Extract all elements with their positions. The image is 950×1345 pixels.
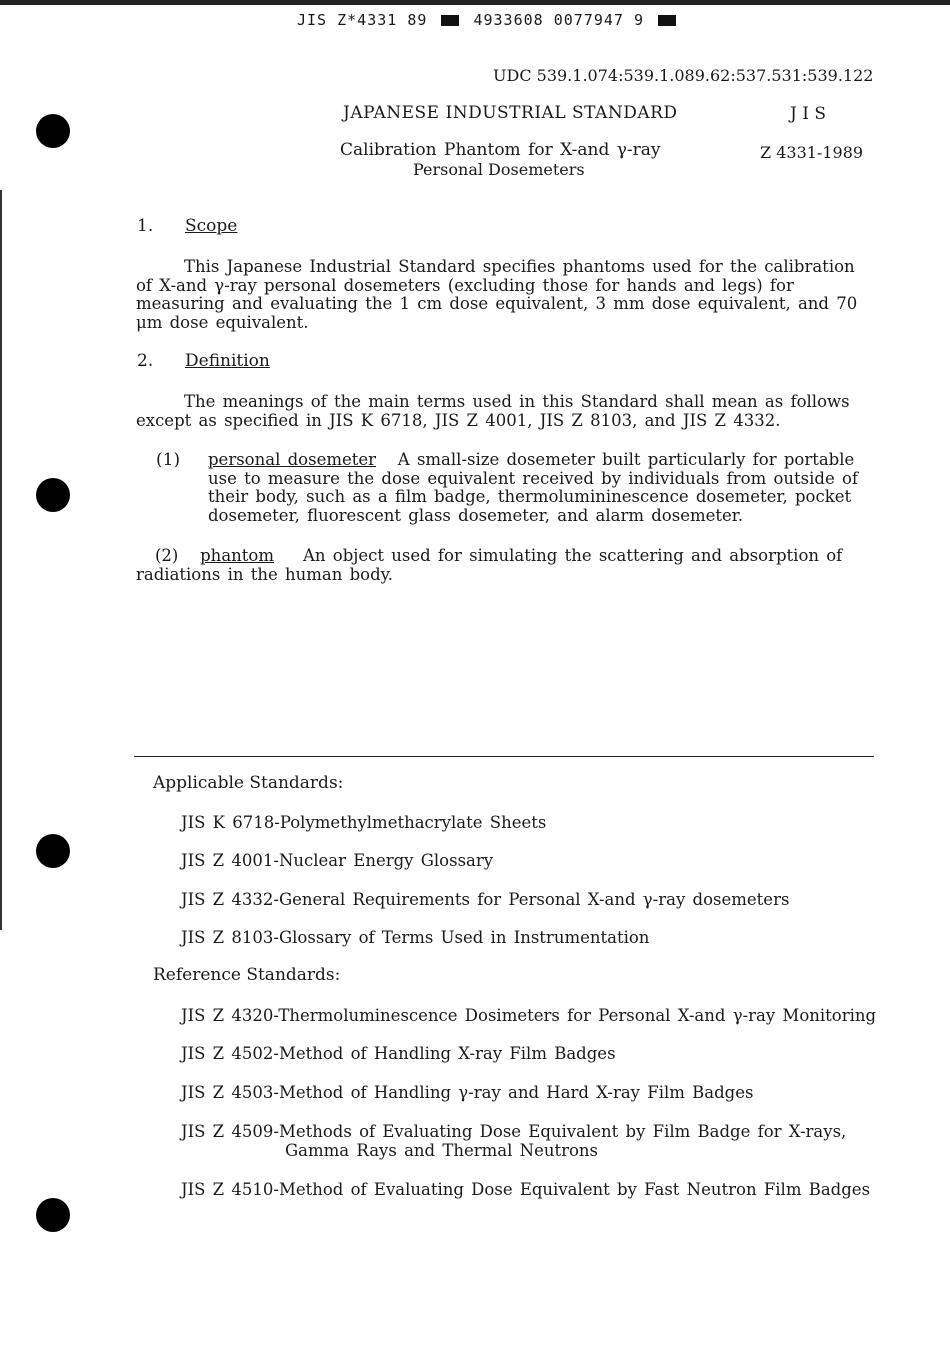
item-1-line: use to measure the dose equivalent received by individuals from outside of bbox=[208, 468, 859, 488]
reference-item: JIS Z 4502-Method of Handling X-ray Film Badges bbox=[181, 1044, 616, 1063]
binder-hole-3 bbox=[36, 834, 70, 868]
scope-line: μm dose equivalent. bbox=[136, 312, 309, 332]
binder-hole-4 bbox=[36, 1198, 70, 1232]
item-2-line: radiations in the human body. bbox=[136, 564, 394, 584]
definition-heading: Definition bbox=[185, 351, 270, 371]
definition-intro bbox=[136, 393, 850, 430]
definition-intro-line: except as specified in JIS K 6718, JIS Z 4001, JIS Z 8103, and JIS Z 4332. bbox=[136, 410, 781, 430]
term-phantom: phantom bbox=[200, 546, 274, 565]
jis-label: J I S bbox=[790, 104, 826, 124]
scope-line: measuring and evaluating the 1 cm dose equivalent, 3 mm dose equivalent, and 70 bbox=[136, 294, 858, 313]
scan-left-edge bbox=[0, 190, 2, 930]
reference-heading: Reference Standards: bbox=[153, 965, 341, 985]
applicable-heading: Applicable Standards: bbox=[153, 773, 344, 793]
applicable-item: JIS Z 4332-General Requirements for Personal X-and γ-ray dosemeters bbox=[181, 890, 790, 909]
binder-hole-1 bbox=[36, 114, 70, 148]
catalog-code-right: 4933608 0077947 9 bbox=[473, 11, 644, 29]
reference-item: JIS Z 4510-Method of Evaluating Dose Equivalent by Fast Neutron Film Badges bbox=[181, 1180, 871, 1199]
scope-line: This Japanese Industrial Standard specifies phantoms used for the calibration bbox=[184, 257, 855, 276]
udc-number: UDC 539.1.074:539.1.089.62:537.531:539.122 bbox=[493, 66, 874, 85]
item-1-body bbox=[208, 451, 858, 525]
scope-paragraph bbox=[136, 258, 857, 332]
applicable-item: JIS Z 8103-Glossary of Terms Used in Instrumentation bbox=[181, 928, 650, 947]
scope-line: of X-and γ-ray personal dosemeters (excluding those for hands and legs) for bbox=[136, 275, 794, 295]
item-1-first-text: A small-size dosemeter built particularly for portable bbox=[397, 450, 855, 469]
item-2-number: (2) bbox=[155, 546, 179, 565]
catalog-code-left: JIS Z*4331 89 bbox=[297, 11, 428, 29]
item-2-first-text: An object used for simulating the scattering and absorption of bbox=[302, 546, 843, 565]
reference-item: JIS Z 4503-Method of Handling γ-ray and Hard X-ray Film Badges bbox=[181, 1083, 754, 1102]
definition-number: 2. bbox=[137, 351, 154, 371]
standard-number: Z 4331-1989 bbox=[760, 143, 864, 162]
title-line-1: Calibration Phantom for X-and γ-ray bbox=[340, 140, 661, 160]
catalog-code bbox=[297, 11, 680, 29]
binder-hole-2 bbox=[36, 478, 70, 512]
barcode-block-icon bbox=[658, 15, 676, 26]
standard-type: JAPANESE INDUSTRIAL STANDARD bbox=[343, 103, 678, 123]
applicable-item: JIS K 6718-Polymethylmethacrylate Sheets bbox=[181, 813, 547, 832]
definition-intro-line: The meanings of the main terms used in this Standard shall mean as follows bbox=[184, 392, 850, 411]
item-1-first-line bbox=[208, 451, 858, 470]
item-1-line: their body, such as a film badge, thermolumininescence dosemeter, pocket bbox=[208, 487, 852, 506]
title-line-2: Personal Dosemeters bbox=[413, 160, 585, 179]
barcode-block-icon bbox=[441, 15, 459, 26]
reference-item: JIS Z 4320-Thermoluminescence Dosimeters for Personal X-and γ-ray Monitoring bbox=[181, 1006, 877, 1025]
reference-item: JIS Z 4509-Methods of Evaluating Dose Equivalent by Film Badge for X-rays, bbox=[181, 1122, 847, 1141]
scope-number: 1. bbox=[137, 216, 154, 236]
item-2-first-line bbox=[136, 547, 842, 566]
item-1-line: dosemeter, fluorescent glass dosemeter, and alarm dosemeter. bbox=[208, 505, 744, 525]
item-2-body bbox=[136, 547, 842, 584]
scope-heading: Scope bbox=[185, 216, 238, 236]
term-personal-dosemeter: personal dosemeter bbox=[208, 450, 377, 469]
footnote-divider bbox=[134, 756, 874, 757]
scan-top-border bbox=[0, 0, 950, 5]
reference-item-continuation: Gamma Rays and Thermal Neutrons bbox=[285, 1141, 599, 1160]
applicable-item: JIS Z 4001-Nuclear Energy Glossary bbox=[181, 851, 494, 870]
item-1-number: (1) bbox=[156, 450, 181, 470]
